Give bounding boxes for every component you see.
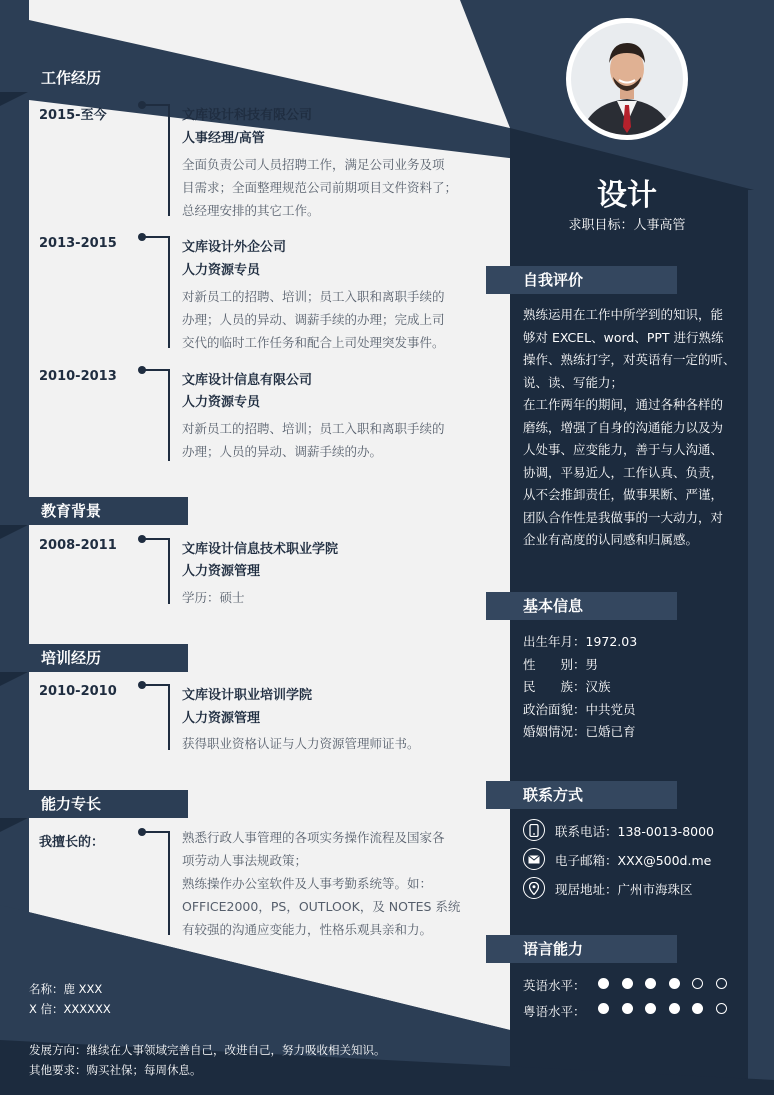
self-eval-text: 熟练运用在工作中所学到的知识，能 够对 EXCEL、word、PPT 进行熟练 操作、熟练打字，对英语有一定的听、 说、读、写能力； 在工作两年的期间，通过各种各样的 磨练，增强了自身的沟通能力以及为 人处事、应变能力，善于与人沟通、 协调，平易近人，工作认真、负责， 从不会推卸责任，做事果断、严谨， 团队合作性是我做事的一大动力，对 企业有高度的认同感和归属感。 xyxy=(523,307,736,547)
level-dot-filled xyxy=(669,978,680,989)
timeline-line xyxy=(144,236,170,238)
work-desc-2: 对新员工的招聘、培训；员工入职和离职手续的 办理；人员的异动、调薪手续的办理；完成上司 交代的临时工作任务和配合上司处理突发事件。 xyxy=(182,289,445,350)
level-dot-filled xyxy=(598,1003,609,1014)
education-school: 文库设计信息技术职业学院 xyxy=(182,542,339,557)
timeline-line xyxy=(144,684,170,686)
english-label: 英语水平： xyxy=(523,978,586,993)
phone-icon xyxy=(523,819,545,841)
language-heading: 语言能力 xyxy=(486,935,677,963)
work-desc-1: 全面负责公司人员招聘工作，满足公司业务及项 目需求；全面整理规范公司前期项目文件资料了； 总经理安排的其它工作。 xyxy=(182,157,458,218)
timeline-line xyxy=(168,538,170,604)
self-eval-heading: 自我评价 xyxy=(486,266,677,294)
contact-email: 电子邮箱：XXX@500d.me xyxy=(555,853,712,868)
level-dot-filled xyxy=(622,978,633,989)
work-position-3: 人力资源专员 xyxy=(182,395,261,410)
timeline-line xyxy=(168,831,170,935)
work-experience-heading: 工作经历 xyxy=(0,64,188,92)
work-date-2: 2013-2015 xyxy=(39,236,117,251)
location-icon xyxy=(523,877,545,899)
level-dot-empty xyxy=(716,978,727,989)
level-dot-empty xyxy=(692,978,703,989)
avatar xyxy=(566,18,688,140)
heading-fold xyxy=(0,672,28,686)
level-dot-filled xyxy=(645,978,656,989)
work-position-2: 人力资源专员 xyxy=(182,263,261,278)
contact-address: 现居地址：广州市海珠区 xyxy=(555,882,693,897)
education-degree: 学历：硕士 xyxy=(182,590,245,605)
timeline-line xyxy=(144,831,170,833)
basic-info-heading: 基本信息 xyxy=(486,592,677,620)
gender-row: 性 别：男 xyxy=(523,656,599,672)
timeline-line xyxy=(144,104,170,106)
footer-name: 名称：鹿 XXX xyxy=(29,982,103,996)
email-icon xyxy=(523,848,545,870)
timeline-line xyxy=(168,369,170,461)
work-company-3: 文库设计信息有限公司 xyxy=(182,373,313,388)
work-position-1: 人事经理/高管 xyxy=(182,131,265,146)
education-heading: 教育背景 xyxy=(0,497,188,525)
footer-other: 其他要求：购买社保；每周休息。 xyxy=(29,1063,202,1077)
work-desc-3: 对新员工的招聘、培训；员工入职和离职手续的 办理；人员的异动、调薪手续的办。 xyxy=(182,421,445,459)
skills-desc: 熟悉行政人事管理的各项实务操作流程及国家各 项劳动人事法规政策； 熟练操作办公室软件及人事考勤系统等。如： OFFICE2000，PS，OUTLOOK，及 NOTES 系统 有较强的沟通应变能力，性格乐观具亲和力。 xyxy=(182,830,461,937)
skills-heading: 能力专长 xyxy=(0,790,188,818)
level-dot-empty xyxy=(716,1003,727,1014)
education-major: 人力资源管理 xyxy=(182,564,261,579)
marital-row: 婚姻情况：已婚已育 xyxy=(523,724,636,739)
footer-wechat: X 信：XXXXXX xyxy=(29,1002,111,1016)
footer-direction: 发展方向：继续在人事领域完善自己，改进自己，努力吸收相关知识。 xyxy=(29,1043,386,1057)
birth-row: 出生年月：1972.03 xyxy=(523,634,638,649)
work-date-1: 2015-至今 xyxy=(39,108,107,123)
timeline-line xyxy=(144,369,170,371)
level-dot-filled xyxy=(598,978,609,989)
cantonese-label: 粤语水平： xyxy=(523,1004,586,1019)
job-objective: 求职目标：人事高管 xyxy=(568,218,686,233)
training-date: 2010-2010 xyxy=(39,684,117,699)
work-date-3: 2010-2013 xyxy=(39,369,117,384)
person-photo-icon xyxy=(571,23,683,135)
training-desc: 获得职业资格认证与人力资源管理师证书。 xyxy=(182,736,420,751)
education-date: 2008-2011 xyxy=(39,538,117,553)
contact-heading: 联系方式 xyxy=(486,781,677,809)
heading-fold xyxy=(0,818,28,832)
timeline-line xyxy=(168,236,170,348)
heading-fold xyxy=(0,92,28,106)
training-major: 人力资源管理 xyxy=(182,711,261,726)
skills-label: 我擅长的： xyxy=(39,835,105,850)
level-dot-filled xyxy=(622,1003,633,1014)
politics-row: 政治面貌：中共党员 xyxy=(523,701,636,717)
level-dot-filled xyxy=(692,1003,703,1014)
timeline-line xyxy=(168,684,170,750)
work-company-1: 文库设计科技有限公司 xyxy=(182,108,313,123)
candidate-name: 设计 xyxy=(597,178,657,213)
basic-info-list xyxy=(523,631,637,744)
contact-phone: 联系电话：138-0013-8000 xyxy=(555,824,715,839)
timeline-line xyxy=(168,104,170,216)
training-heading: 培训经历 xyxy=(0,644,188,672)
level-dot-filled xyxy=(645,1003,656,1014)
ethnicity-row: 民 族：汉族 xyxy=(523,679,611,694)
timeline-line xyxy=(144,538,170,540)
level-dot-filled xyxy=(669,1003,680,1014)
work-company-2: 文库设计外企公司 xyxy=(182,240,287,255)
training-school: 文库设计职业培训学院 xyxy=(182,688,313,703)
heading-fold xyxy=(0,525,28,539)
